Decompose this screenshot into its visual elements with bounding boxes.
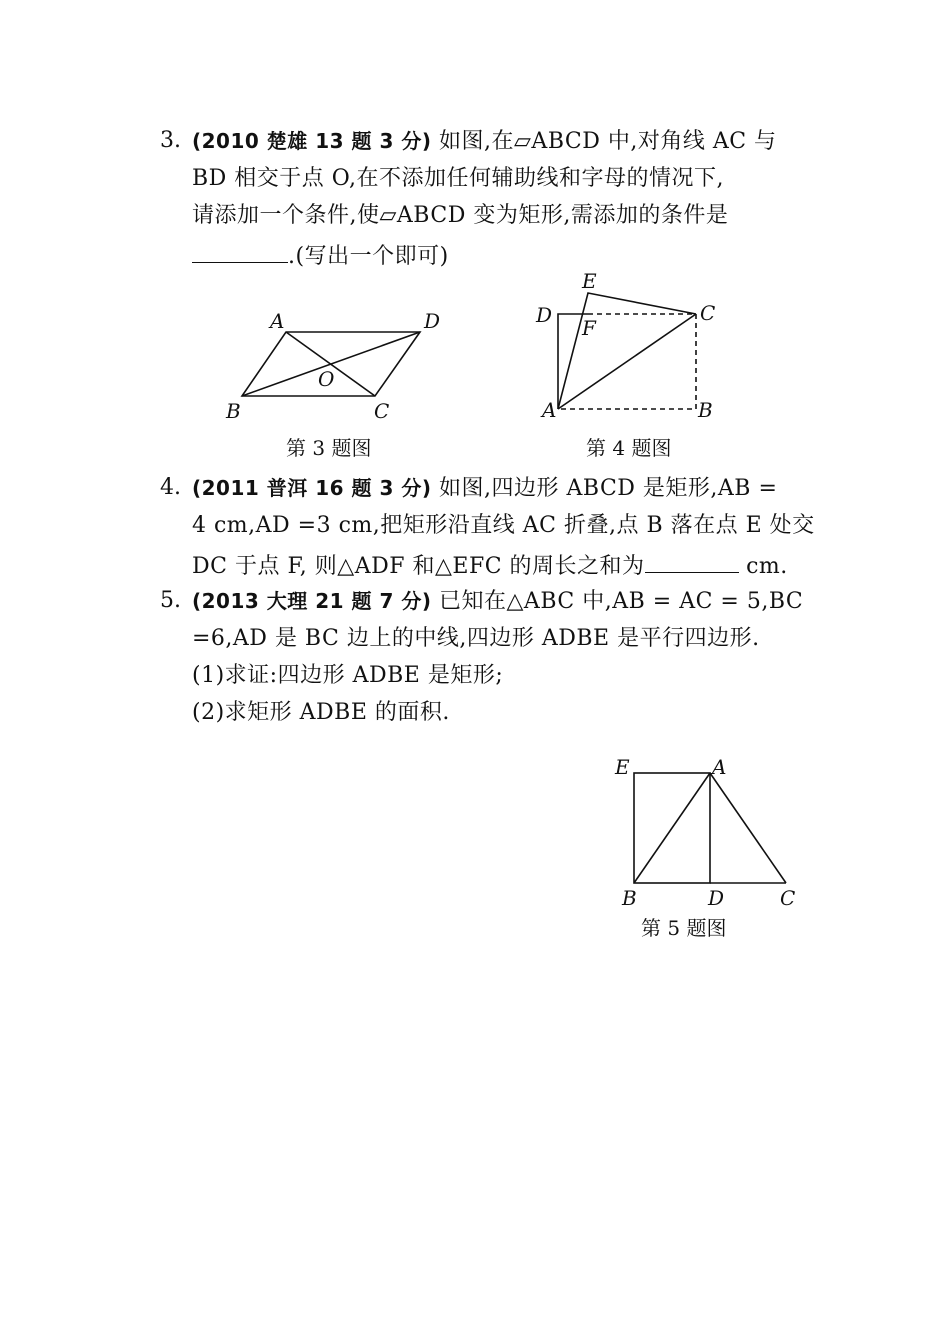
fig3-label-c: C xyxy=(374,399,390,423)
figure-5 xyxy=(610,752,810,912)
fig5-label-b: B xyxy=(622,886,637,910)
problem-4-text-1: 如图,四边形 ABCD 是矩形,AB = xyxy=(439,476,778,501)
answer-blank-3[interactable] xyxy=(192,238,288,263)
problem-5-text-1: 已知在△ABC 中,AB = AC = 5,BC xyxy=(439,589,804,614)
problem-5-part-2: (2)求矩形 ADBE 的面积. xyxy=(192,700,450,725)
fig5-label-d: D xyxy=(708,886,725,910)
fig3-label-b: B xyxy=(226,399,241,423)
fig3-label-o: O xyxy=(318,367,335,391)
fig5-label-e: E xyxy=(615,755,630,779)
folded-triangle-aec xyxy=(558,293,696,409)
problem-4-text-3: DC 于点 F, 则△ADF 和△EFC 的周长之和为 xyxy=(192,554,645,579)
problem-4-line-3 xyxy=(192,548,788,582)
problem-5-number: 5. xyxy=(160,588,181,613)
fig4-label-f: F xyxy=(582,316,596,340)
fig5-label-a: A xyxy=(712,755,727,779)
problem-3-text-4: .(写出一个即可) xyxy=(288,244,449,269)
figure-4-caption: 第 4 题图 xyxy=(586,436,672,460)
figure-3 xyxy=(220,305,460,425)
fig3-label-d: D xyxy=(424,309,441,333)
segment-ab xyxy=(634,773,710,883)
fig3-label-a: A xyxy=(270,309,285,333)
problem-3-source: (2010 楚雄 13 题 3 分) xyxy=(192,129,432,153)
problem-4-line-2: 4 cm,AD =3 cm,把矩形沿直线 AC 折叠,点 B 落在点 E 处交 xyxy=(192,513,815,538)
problem-5-line-1 xyxy=(192,586,803,617)
segment-ac xyxy=(710,773,786,883)
problem-4-line-1 xyxy=(192,473,777,504)
problem-4-source: (2011 普洱 16 题 3 分) xyxy=(192,476,432,500)
fig4-label-a: A xyxy=(542,398,557,422)
answer-blank-4[interactable] xyxy=(645,548,739,573)
problem-3-text-1: 如图,在▱ABCD 中,对角线 AC 与 xyxy=(439,129,777,154)
problem-3-line-3: 请添加一个条件,使▱ABCD 变为矩形,需添加的条件是 xyxy=(192,203,729,228)
figure-4 xyxy=(530,270,730,425)
problem-5-source: (2013 大理 21 题 7 分) xyxy=(192,589,432,613)
fig4-label-b: B xyxy=(698,398,713,422)
fig4-label-e: E xyxy=(582,269,597,293)
problem-3-line-1 xyxy=(192,126,777,157)
figure-5-caption: 第 5 题图 xyxy=(641,916,727,940)
figure-3-caption: 第 3 题图 xyxy=(286,436,372,460)
fig4-label-c: C xyxy=(700,301,716,325)
problem-3-number: 3. xyxy=(160,128,181,153)
problem-5-line-2: =6,AD 是 BC 边上的中线,四边形 ADBE 是平行四边形. xyxy=(192,626,760,651)
problem-5-part-1: (1)求证:四边形 ADBE 是矩形; xyxy=(192,663,504,688)
fig4-label-d: D xyxy=(536,303,553,327)
problem-3-line-4 xyxy=(192,238,449,272)
problem-4-unit: cm. xyxy=(746,554,788,579)
fig5-label-c: C xyxy=(780,886,796,910)
problem-3-line-2: BD 相交于点 O,在不添加任何辅助线和字母的情况下, xyxy=(192,166,725,191)
problem-4-number: 4. xyxy=(160,475,181,500)
